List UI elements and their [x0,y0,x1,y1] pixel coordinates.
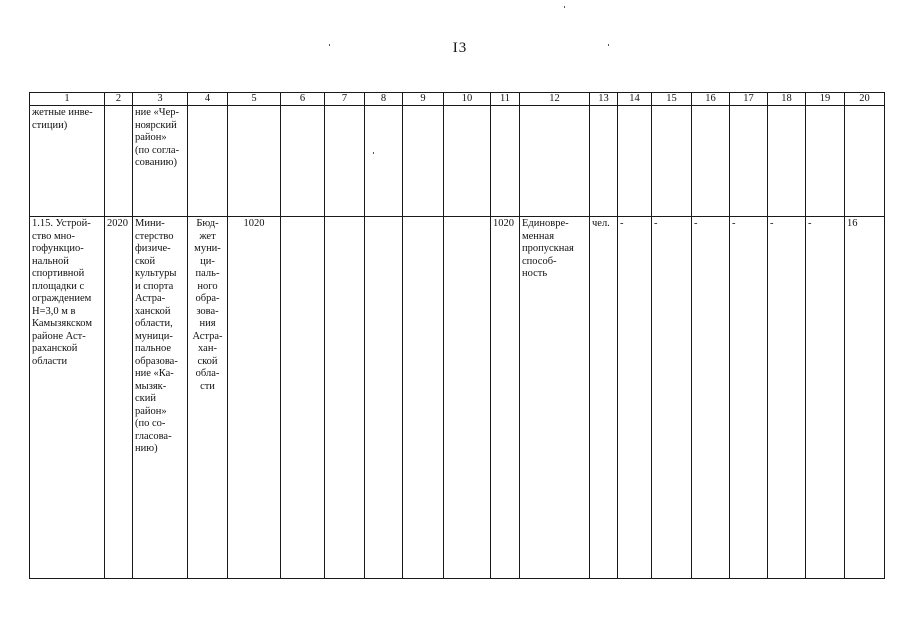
cell [403,217,444,579]
cell [403,106,444,217]
cell [590,106,618,217]
table-row [30,106,885,217]
cell-year: 2020 [105,217,133,579]
scan-speck [608,44,609,46]
column-header: 18 [768,93,806,106]
cell [365,106,403,217]
cell-dash: - [768,217,806,579]
cell-responsible: ние «Чер- ноярский район» (по согла- сованию) [133,106,188,217]
column-header: 14 [618,93,652,106]
cell-source: Бюд- жет муни- ци- паль- ного обра- зова- ния Астра- хан- ской обла- сти [188,217,228,579]
table-row [30,217,885,579]
cell-dash: - [806,217,845,579]
column-header: 15 [652,93,692,106]
cell-year [105,106,133,217]
cell-description: жетные инве- стиции) [30,106,105,217]
column-header: 6 [281,93,325,106]
column-header: 10 [444,93,491,106]
column-header: 8 [365,93,403,106]
cell-unit: чел. [590,217,618,579]
cell-dash: - [730,217,768,579]
column-header: 1 [30,93,105,106]
cell [618,106,652,217]
cell-amount: 1020 [491,217,520,579]
cell [281,217,325,579]
column-header: 5 [228,93,281,106]
column-header: 4 [188,93,228,106]
cell [444,217,491,579]
column-header: 11 [491,93,520,106]
cell-dash: - [652,217,692,579]
column-number-row [30,93,885,106]
cell [730,106,768,217]
column-header: 3 [133,93,188,106]
column-header: 9 [403,93,444,106]
cell [491,106,520,217]
scan-speck [564,6,565,8]
cell-source [188,106,228,217]
cell [281,106,325,217]
cell-indicator: Единовре- менная пропускная способ- ность [520,217,590,579]
cell [806,106,845,217]
cell [365,217,403,579]
cell [845,106,885,217]
cell [768,106,806,217]
column-header: 19 [806,93,845,106]
investment-table [29,92,885,579]
cell-description: 1.15. Устрой- ство мно- гофункцио- нальной спортивной площадки с ограждением Н=3,0 м в Камызякском районе Аст- раханской области [30,217,105,579]
cell [520,106,590,217]
cell-amount: 1020 [228,217,281,579]
cell-dash: - [618,217,652,579]
cell [652,106,692,217]
cell-responsible: Мини- стерство физиче- ской культуры и спорта Астра- ханской области, муници- пальное образова- ние «Ка- мызяк- ский район» (по со- гласова- нию) [133,217,188,579]
scan-speck [329,44,330,46]
column-header: 12 [520,93,590,106]
column-header: 17 [730,93,768,106]
page-number: I3 [452,40,468,56]
column-header: 2 [105,93,133,106]
cell [325,217,365,579]
investment-table-sheet [29,92,884,579]
column-header: 13 [590,93,618,106]
cell [692,106,730,217]
cell-amount [228,106,281,217]
column-header: 20 [845,93,885,106]
column-header: 7 [325,93,365,106]
column-header: 16 [692,93,730,106]
cell [444,106,491,217]
cell [325,106,365,217]
cell-dash: - [692,217,730,579]
cell-value: 16 [845,217,885,579]
